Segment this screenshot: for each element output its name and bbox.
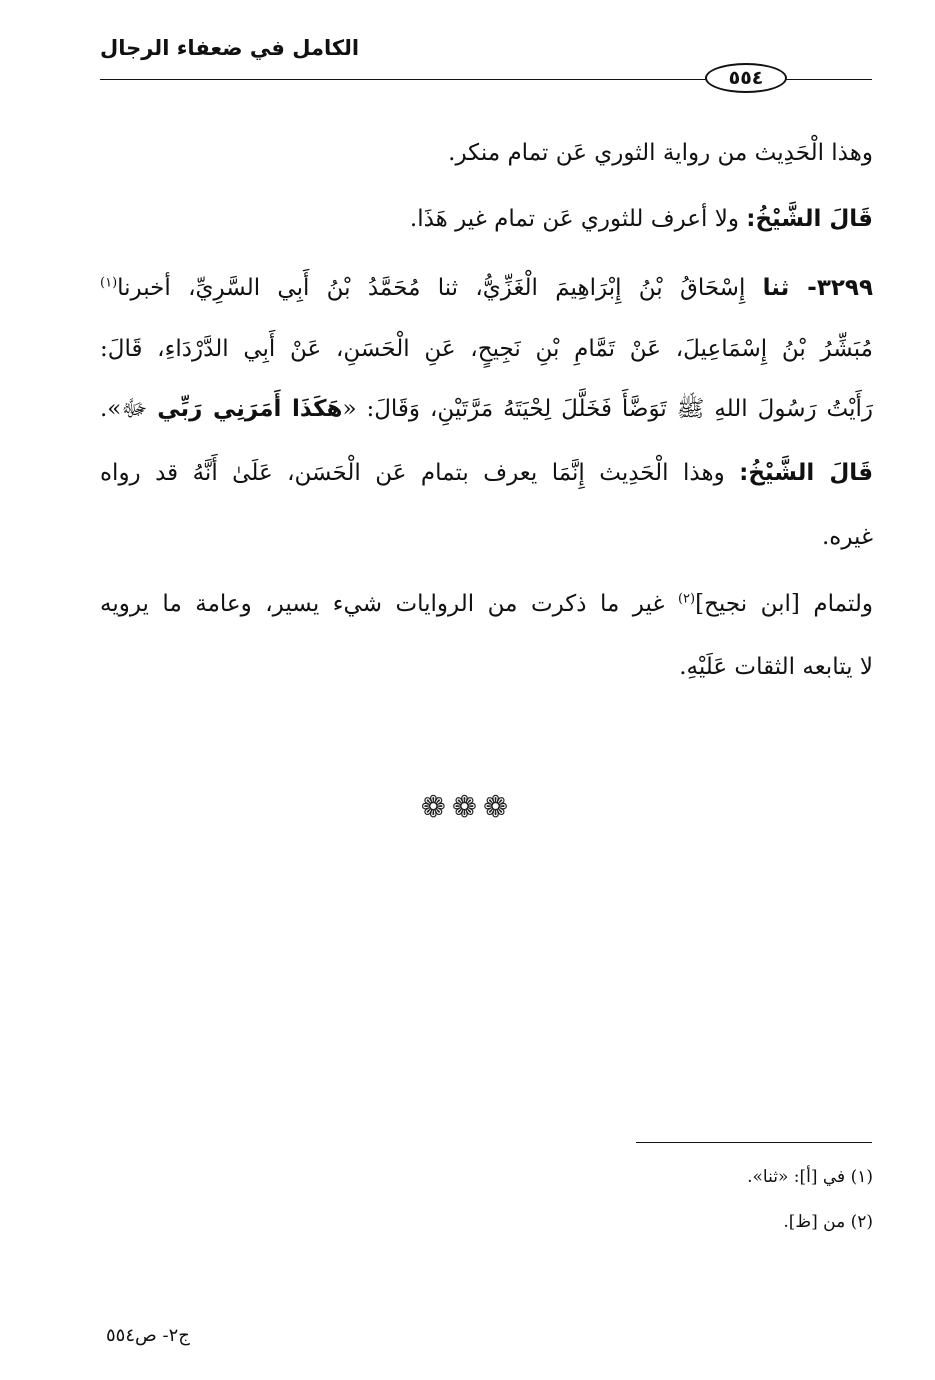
footnote-2: (٢) من [ظ]. bbox=[783, 1212, 873, 1232]
header-rule bbox=[100, 79, 707, 80]
text-line-8: ولتمام [ابن نجيح]$^{(٢)}$ غير ما ذكرت من الروايات شيء يسير، وعامة ما يرويه bbox=[100, 591, 873, 617]
text-line-9: لا يتابعه الثقات عَلَيْهِ. bbox=[679, 654, 873, 680]
header-book-title: الكامل في ضعفاء الرجال bbox=[100, 36, 360, 60]
speaker-label: قَالَ الشَّيْخُ: bbox=[746, 206, 873, 232]
footnote-ref-2: (٢) bbox=[677, 591, 696, 607]
page-number-badge bbox=[705, 63, 787, 93]
hadith-3299-line-1: ٣٢٩٩- ثنا إِسْحَاقُ بْنُ إِبْرَاهِيمَ الْغَزِّيُّ، ثنا مُحَمَّدُ بْنُ أَبِي السَّرِيِّ، أخبرنا$^{(١)}$ bbox=[100, 275, 873, 301]
hadith-number: ٣٢٩٩- ثنا bbox=[762, 275, 873, 301]
hadith-quote: هَكَذَا أَمَرَنِي رَبِّي bbox=[157, 396, 343, 422]
text-line-6: قَالَ الشَّيْخُ: وهذا الْحَدِيث إِنَّمَا يعرف بتمام عَن الْحَسَن، عَلَىٰ أَنَّهُ قد رواه bbox=[100, 460, 873, 486]
speaker-label: قَالَ الشَّيْخُ: bbox=[739, 460, 873, 486]
hadith-3299-line-2: مُبَشِّرُ بْنُ إِسْمَاعِيلَ، عَنْ تَمَّامِ بْنِ نَجِيحٍ، عَنِ الْحَسَنِ، عَنْ أَبِي الدَّرْدَاءِ، قَالَ: bbox=[100, 336, 873, 362]
footnote-1: (١) في [أ]: «ثنا». bbox=[747, 1167, 873, 1187]
footnote-ref-1: (١) bbox=[100, 275, 118, 291]
text-line-2: قَالَ الشَّيْخُ: ولا أعرف للثوري عَن تمام غير هَذَا. bbox=[409, 206, 873, 232]
page-number: ٥٥٤ bbox=[728, 67, 764, 89]
section-divider-ornament: ❁❁❁ bbox=[420, 790, 515, 825]
footnote-rule bbox=[636, 1142, 872, 1143]
hadith-3299-line-3: رَأَيْتُ رَسُولَ اللهِ ﷺ تَوَضَّأَ فَخَلَّلَ لِحْيَتَهُ مَرَّتَيْنِ، وَقَالَ: «هَكَذَا أَمَرَنِي رَبِّي ﷻ». bbox=[100, 396, 873, 422]
header-rule bbox=[786, 79, 872, 80]
text-line-7: غيره. bbox=[821, 524, 873, 550]
volume-page-footer: ج٢- ص٥٥٤ bbox=[106, 1325, 190, 1346]
text-line-1: وهذا الْحَدِيث من رواية الثوري عَن تمام منكر. bbox=[448, 140, 873, 166]
